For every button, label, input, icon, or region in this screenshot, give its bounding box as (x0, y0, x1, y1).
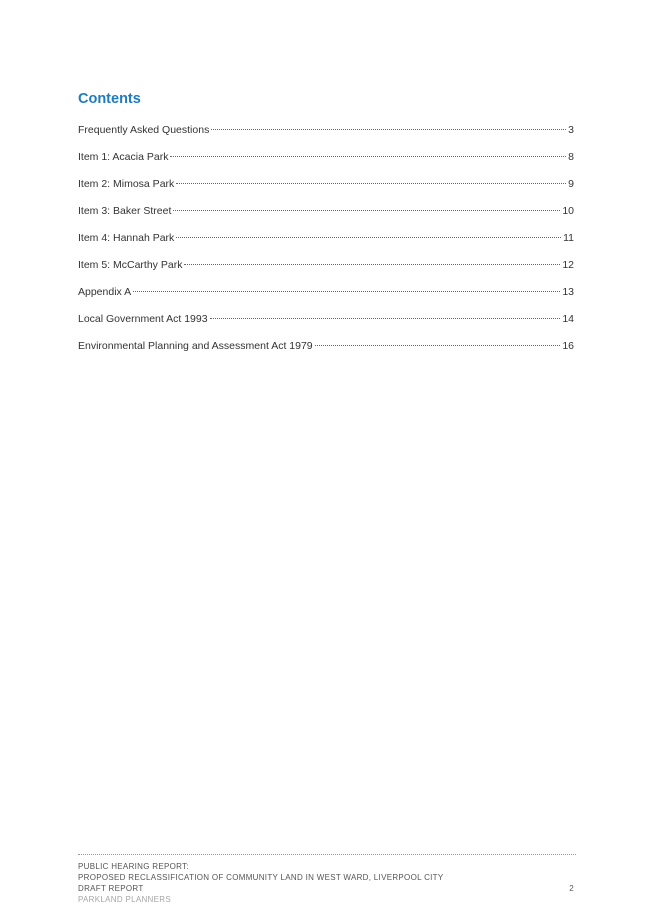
toc-entry-title: Appendix A (78, 286, 132, 298)
toc-entry-item-2[interactable] (78, 178, 574, 205)
footer-report-type: PUBLIC HEARING REPORT: (78, 862, 189, 871)
toc-entry-title: Item 5: McCarthy Park (78, 259, 183, 271)
toc-entry-ep-and-a-act[interactable] (78, 340, 574, 367)
toc-entry-page: 8 (568, 151, 574, 163)
toc-entry-page: 12 (562, 259, 574, 271)
toc-dot-leader (170, 156, 566, 157)
table-of-contents (78, 124, 574, 367)
toc-dot-leader (315, 345, 561, 346)
toc-dot-leader (184, 264, 560, 265)
toc-dot-leader (210, 318, 561, 319)
toc-entry-title: Environmental Planning and Assessment Act 1979 (78, 340, 313, 352)
toc-entry-title: Frequently Asked Questions (78, 124, 210, 136)
toc-dot-leader (211, 129, 566, 130)
toc-entry-page: 16 (562, 340, 574, 352)
toc-entry-title: Item 4: Hannah Park (78, 232, 175, 244)
toc-entry-title: Local Government Act 1993 (78, 313, 208, 325)
toc-entry-page: 10 (562, 205, 574, 217)
footer-divider (78, 854, 576, 855)
page-footer (78, 861, 574, 905)
toc-entry-item-4[interactable] (78, 232, 574, 259)
toc-entry-page: 13 (562, 286, 574, 298)
toc-entry-page: 9 (568, 178, 574, 190)
toc-dot-leader (173, 210, 560, 211)
toc-dot-leader (133, 291, 560, 292)
footer-report-title: PROPOSED RECLASSIFICATION OF COMMUNITY LAND IN WEST WARD, LIVERPOOL CITY (78, 873, 444, 882)
toc-entry-page: 14 (562, 313, 574, 325)
contents-heading: Contents (78, 91, 141, 107)
toc-dot-leader (176, 183, 566, 184)
toc-entry-page: 3 (568, 124, 574, 136)
toc-entry-item-5[interactable] (78, 259, 574, 286)
toc-entry-local-government-act[interactable] (78, 313, 574, 340)
toc-entry-title: Item 3: Baker Street (78, 205, 172, 217)
toc-entry-title: Item 2: Mimosa Park (78, 178, 175, 190)
toc-entry-item-3[interactable] (78, 205, 574, 232)
toc-entry-faq[interactable] (78, 124, 574, 151)
toc-entry-title: Item 1: Acacia Park (78, 151, 169, 163)
toc-entry-item-1[interactable] (78, 151, 574, 178)
footer-page-number: 2 (569, 884, 574, 893)
footer-report-status: DRAFT REPORT (78, 884, 144, 893)
toc-dot-leader (176, 237, 561, 238)
toc-entry-page: 11 (563, 232, 574, 244)
footer-author: PARKLAND PLANNERS (78, 895, 171, 904)
toc-entry-appendix-a[interactable] (78, 286, 574, 313)
